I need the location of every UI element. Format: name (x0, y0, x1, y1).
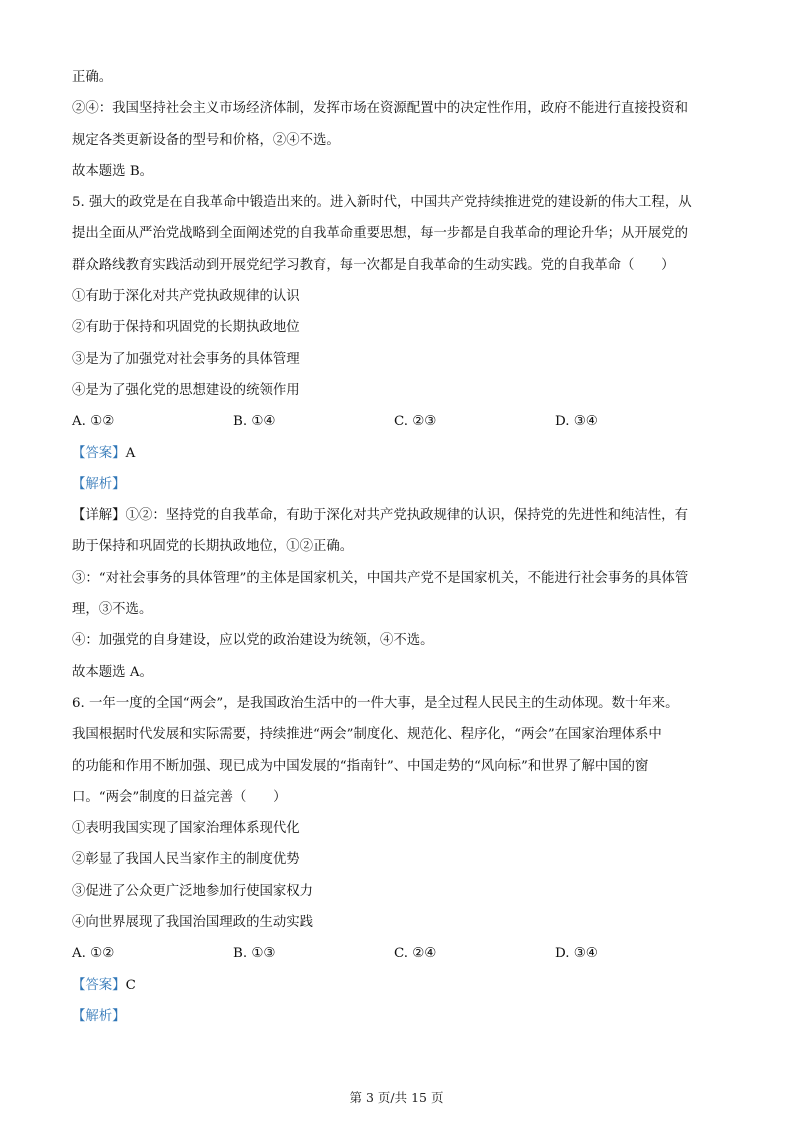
detail-tag: 【详解】 (72, 508, 126, 524)
question-item: ④向世界展现了我国治国理政的生动实践 (72, 915, 314, 931)
detail-line: ③：“对社会事务的具体管理”的主体是国家机关，中国共产党不是国家机关，不能进行社会事务的具体管 (72, 570, 689, 586)
answer-line (72, 438, 722, 469)
text-line: ②④：我国坚持社会主义市场经济体制，发挥市场在资源配置中的决定性作用，政府不能进行直接投资和 (72, 101, 688, 117)
option-d: D. ③④ (555, 414, 598, 430)
question-stem: 群众路线教育实践活动到开展党纪学习教育，每一次都是自我革命的生动实践。党的自我革命（ ） (72, 257, 675, 273)
question-5 (72, 187, 722, 688)
analysis-tag: 【解析】 (72, 1008, 126, 1024)
question-stem: 提出全面从严治党战略到全面阐述党的自我革命重要思想，每一步都是自我革命的理论升华；从开展党的 (72, 226, 688, 242)
question-item: ②有助于保持和巩固党的长期执政地位 (72, 320, 300, 336)
answer-tag: 【答案】 (72, 977, 126, 993)
question-item: ④是为了强化党的思想建设的统领作用 (72, 382, 300, 398)
option-a: A. ①② (72, 414, 115, 430)
option-b: B. ①③ (233, 946, 276, 962)
question-item: ③是为了加强党对社会事务的具体管理 (72, 351, 300, 367)
option-a: A. ①② (72, 946, 115, 962)
question-stem: 我国根据时代发展和实际需要，持续推进“两会”制度化、规范化、程序化，“两会”在国家治理体系中 (72, 727, 662, 743)
detail-line (72, 500, 722, 531)
page-footer: 第 3 页/共 15 页 (349, 1090, 444, 1105)
detail-line: 故本题选 A。 (72, 664, 153, 680)
analysis-line (72, 469, 722, 500)
detail-line: 理，③不选。 (72, 602, 153, 618)
analysis-line (72, 1001, 722, 1032)
text-line: 规定各类更新设备的型号和价格，②④不选。 (72, 132, 340, 148)
answer-value: C (125, 977, 136, 993)
page-content (72, 62, 722, 1032)
detail-line: 助于保持和巩固党的长期执政地位，①②正确。 (72, 539, 354, 555)
question-item: ②彰显了我国人民当家作主的制度优势 (72, 852, 300, 868)
question-item: ①表明我国实现了国家治理体系现代化 (72, 821, 300, 837)
question-stem: 口。“两会”制度的日益完善（ ） (72, 789, 287, 805)
detail-line: ④：加强党的自身建设，应以党的政治建设为统领，④不选。 (72, 633, 434, 649)
question-stem: 5. 强大的政党是在自我革命中锻造出来的。进入新时代，中国共产党持续推进党的建设新的伟大工程，从 (72, 195, 692, 211)
question-6 (72, 688, 722, 1032)
question-item: ③促进了公众更广泛地参加行使国家权力 (72, 883, 314, 899)
option-d: D. ③④ (555, 946, 598, 962)
answer-value: A (125, 445, 136, 461)
option-c: C. ②④ (394, 946, 437, 962)
question-item: ①有助于深化对共产党执政规律的认识 (72, 289, 300, 305)
answer-tag: 【答案】 (72, 445, 126, 461)
option-b: B. ①④ (233, 414, 276, 430)
text-line: 故本题选 B。 (72, 163, 154, 179)
question-stem: 的功能和作用不断加强、现已成为中国发展的“指南针”、中国走势的“风向标”和世界了解中国的窗 (72, 758, 649, 774)
answer-options (72, 938, 722, 969)
detail-text: ①②：坚持党的自我革命，有助于深化对共产党执政规律的认识，保持党的先进性和纯洁性，有 (125, 508, 688, 524)
text-line: 正确。 (72, 70, 113, 85)
answer-line (72, 970, 722, 1001)
analysis-tag: 【解析】 (72, 476, 126, 492)
answer-options (72, 406, 722, 437)
question-stem: 6. 一年一度的全国“两会”，是我国政治生活中的一件大事，是全过程人民民主的生动体现。数十年来。 (72, 695, 679, 711)
option-c: C. ②③ (394, 414, 437, 430)
